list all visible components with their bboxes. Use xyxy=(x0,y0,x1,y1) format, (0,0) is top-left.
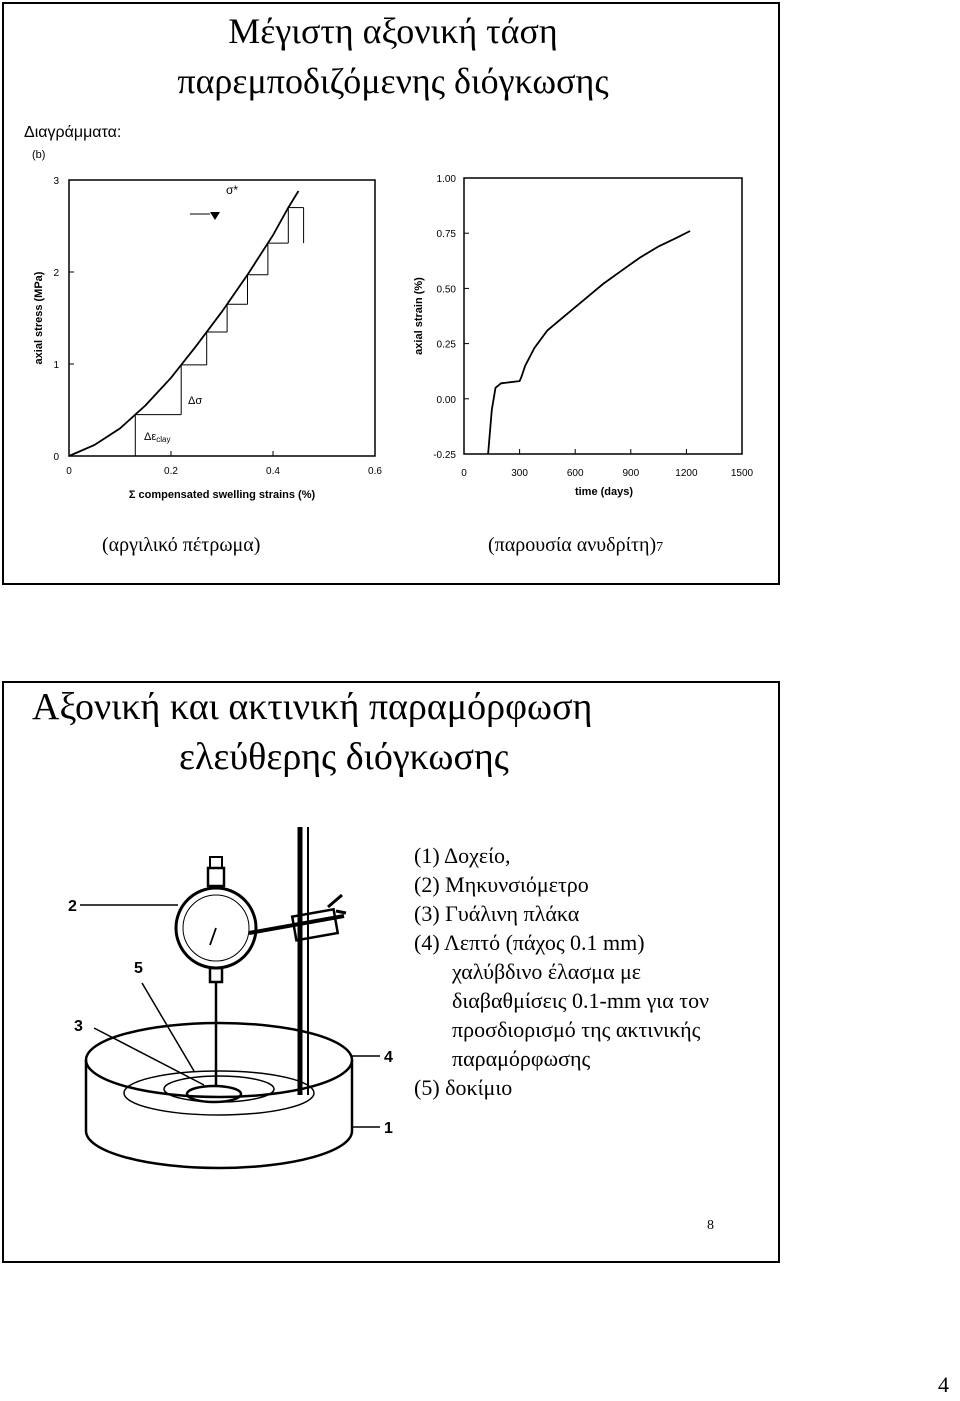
x-tick-label: 600 xyxy=(566,468,584,479)
slide-1-number: 7 xyxy=(656,540,664,555)
caption-left: (αργιλικό πέτρωμα) xyxy=(102,534,261,556)
y-axis-label: axial stress (MPa) xyxy=(33,271,45,365)
x-tick-label: 1200 xyxy=(675,468,698,479)
strain-time-chart xyxy=(404,164,774,504)
page-number: 4 xyxy=(938,1372,949,1397)
x-tick-label: 0 xyxy=(66,466,72,477)
list-item-continuation: παραμόρφωσης xyxy=(452,1046,591,1071)
leader-5 xyxy=(142,983,194,1071)
y-tick-label: 1 xyxy=(53,360,59,371)
container-bottom xyxy=(86,1131,352,1168)
stress-strain-chart xyxy=(4,142,384,512)
list-item: (5) δοκίμιο xyxy=(414,1075,513,1100)
list-item: (4) Λεπτό (πάχος 0.1 mm) xyxy=(414,930,645,955)
x-tick-label: 1500 xyxy=(730,468,754,479)
slide-1 xyxy=(2,2,780,585)
y-tick-label: 0.50 xyxy=(436,284,456,296)
slide-2-title-line-2: ελεύθερης διόγκωσης xyxy=(179,736,509,778)
axial-strain-curve xyxy=(488,231,690,454)
y-axis-label: axial strain (%) xyxy=(413,277,425,355)
caption-right xyxy=(488,534,663,557)
x-tick-label: 0.6 xyxy=(368,466,382,477)
list-item: (1) Δοχείο, xyxy=(414,843,511,868)
list-item-continuation: διαβαθμίσεις 0.1-mm για τον xyxy=(452,988,710,1013)
x-tick-label: 300 xyxy=(511,468,528,479)
slide-1-title-line-1: Μέγιστη αξονική τάση xyxy=(228,11,558,51)
y-tick-label: 3 xyxy=(53,176,59,187)
figure-label-1: 1 xyxy=(384,1120,393,1137)
y-tick-label: 2 xyxy=(53,268,59,279)
figure-label-5: 5 xyxy=(134,960,143,977)
dial-needle xyxy=(210,928,216,945)
x-tick-label: 0.4 xyxy=(266,466,280,477)
y-tick-label: 0.25 xyxy=(436,339,456,351)
figure-label-2: 2 xyxy=(68,898,77,915)
figure-label-3: 3 xyxy=(74,1018,83,1035)
y-tick-label: 0.00 xyxy=(436,394,456,406)
x-tick-label: 900 xyxy=(622,468,640,479)
diagrams-label: Διαγράμματα: xyxy=(24,124,122,141)
slide-2-title-line-1: Αξονική και ακτινική παραμόρφωση xyxy=(32,686,593,728)
y-tick-label: 0.75 xyxy=(436,229,456,241)
y-tick-label: 1.00 xyxy=(436,174,456,185)
panel-label: (b) xyxy=(32,149,46,161)
gauge-stem-bottom xyxy=(210,968,222,982)
list-item: (2) Μηκυνσιόμετρο xyxy=(414,872,589,897)
y-tick-label: 0 xyxy=(53,452,59,463)
list-item-continuation: προσδιορισμό της ακτινικής xyxy=(452,1017,701,1042)
x-axis-label: Σ compensated swelling strains (%) xyxy=(128,489,316,501)
y-tick-label: -0.25 xyxy=(433,450,456,461)
gauge-cap xyxy=(210,857,222,868)
figure-label-4: 4 xyxy=(384,1049,393,1066)
specimen xyxy=(187,1086,241,1102)
list-item: (3) Γυάλινη πλάκα xyxy=(414,901,580,926)
swelling-apparatus-figure xyxy=(44,813,414,1173)
clamp-arm xyxy=(249,916,344,933)
slide-2 xyxy=(2,681,780,1263)
sigma-star-annotation: σ* xyxy=(226,183,239,197)
x-tick-label: 0.2 xyxy=(164,466,178,477)
stress-curve xyxy=(69,191,299,456)
x-tick-label: 0 xyxy=(461,468,467,479)
slide-1-title-line-2: παρεμποδιζόμενης διόγκωσης xyxy=(177,61,609,101)
slide-2-number: 8 xyxy=(707,1218,714,1233)
delta-sigma-annotation: Δσ xyxy=(188,395,203,407)
caption-right-text: (παρουσία ανυδρίτη) xyxy=(488,534,657,556)
leader-3 xyxy=(94,1028,204,1085)
list-item-continuation: χαλύβδινο έλασμα με xyxy=(452,959,642,984)
gauge-stem-top xyxy=(208,868,224,886)
chart-frame xyxy=(69,180,375,456)
delta-eps-annotation: Δεclay xyxy=(144,431,171,444)
component-list xyxy=(414,841,709,1102)
x-axis-label: time (days) xyxy=(574,486,634,498)
sigma-star-marker xyxy=(210,212,220,220)
chart-frame xyxy=(464,178,742,454)
